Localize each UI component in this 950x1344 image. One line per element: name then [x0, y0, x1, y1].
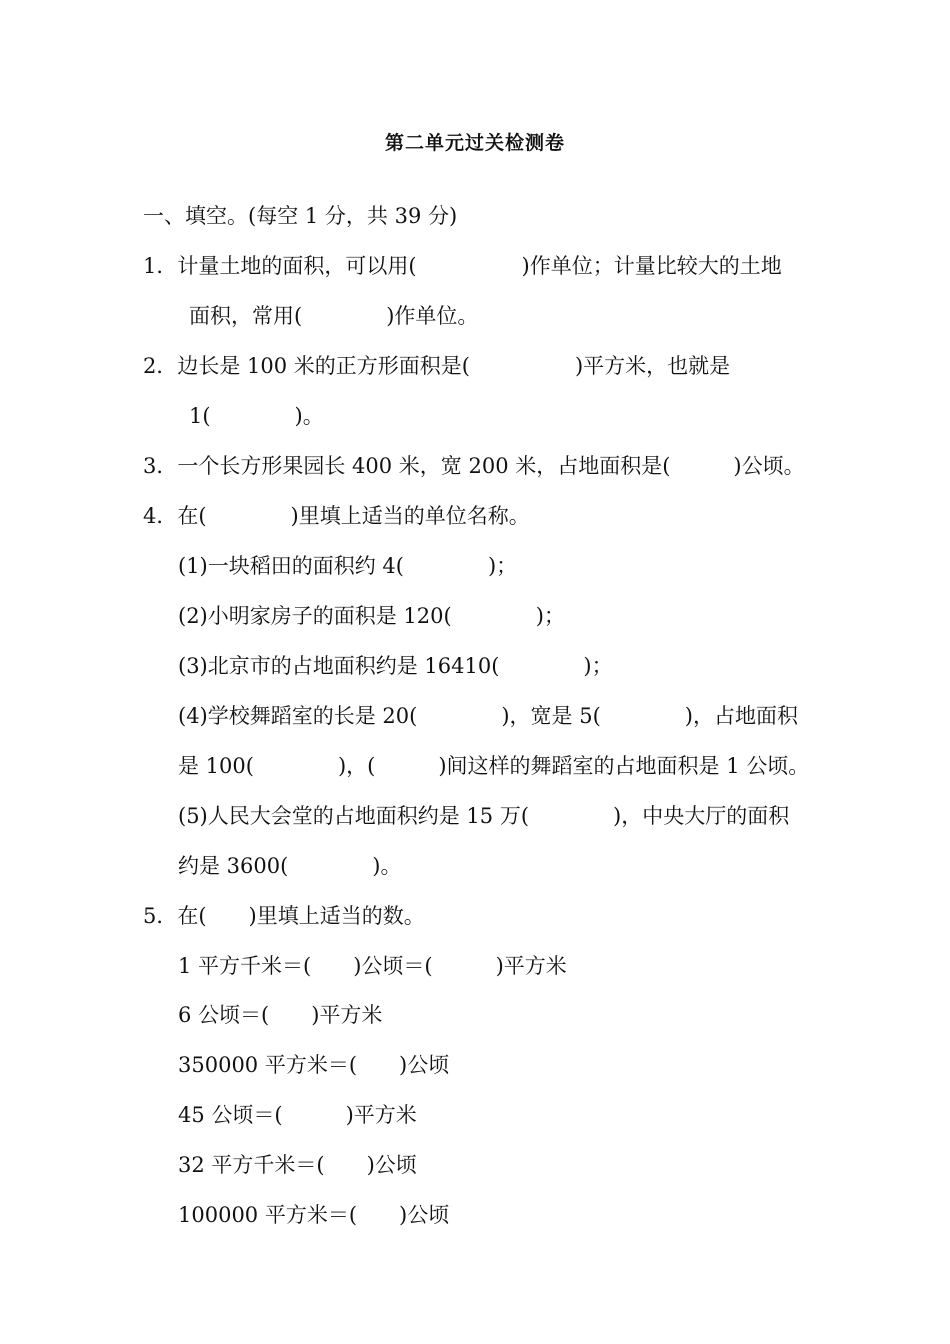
- question-5-item: 6 公顷＝( )平方米: [178, 1003, 383, 1027]
- question-1-line-2: 面积，常用( )作单位。: [189, 304, 479, 328]
- question-2-line-2: 1( )。: [189, 404, 324, 428]
- question-4-sub-3: (3)北京市的占地面积约是 16410( )；: [178, 654, 613, 678]
- question-5-item: 1 平方千米＝( )公顷＝( )平方米: [178, 954, 567, 978]
- question-5-line-1: 5．在( )里填上适当的数。: [143, 904, 425, 928]
- question-4-line-1: 4．在( )里填上适当的单位名称。: [143, 504, 530, 528]
- question-5-item: 32 平方千米＝( )公顷: [178, 1153, 417, 1177]
- question-4-sub-5-line-2: 约是 3600( )。: [178, 854, 402, 878]
- question-5-item: 45 公顷＝( )平方米: [178, 1103, 417, 1127]
- section-heading: 一、填空。(每空 1 分，共 39 分): [143, 204, 458, 228]
- question-1-line-1: 1．计量土地的面积，可以用( )作单位；计量比较大的土地: [143, 254, 782, 278]
- question-5-item: 100000 平方米＝( )公顷: [178, 1203, 450, 1227]
- question-4-sub-5-line-1: (5)人民大会堂的占地面积约是 15 万( )，中央大厅的面积: [178, 804, 790, 828]
- page-title: 第二单元过关检测卷: [384, 132, 565, 154]
- question-4-sub-2: (2)小明家房子的面积是 120( )；: [178, 604, 565, 628]
- question-5-item: 350000 平方米＝( )公顷: [178, 1053, 450, 1077]
- question-4-sub-1: (1)一块稻田的面积约 4( )；: [178, 554, 518, 578]
- question-4-sub-4-line-1: (4)学校舞蹈室的长是 20( )，宽是 5( )，占地面积: [178, 704, 798, 728]
- question-2-line-1: 2．边长是 100 米的正方形面积是( )平方米，也就是: [143, 354, 731, 378]
- question-4-sub-4-line-2: 是 100( )，( )间这样的舞蹈室的占地面积是 1 公顷。: [178, 754, 810, 778]
- question-3-line-1: 3．一个长方形果园长 400 米，宽 200 米，占地面积是( )公顷。: [143, 454, 805, 478]
